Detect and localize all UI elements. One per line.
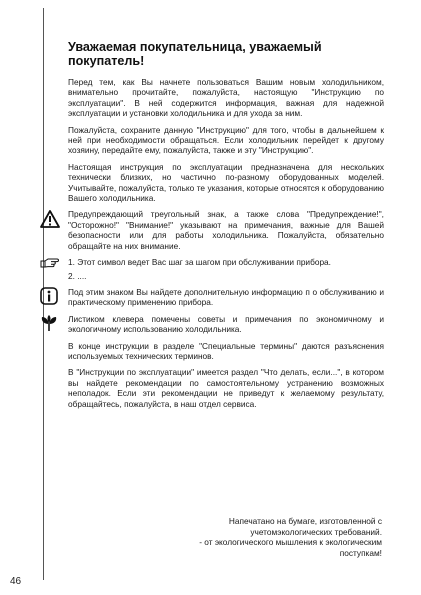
clover-leaf-icon: [40, 314, 58, 337]
clover-text: Листиком клевера помечены советы и примечания по экономичному и экологичному использованию холодильника.: [68, 313, 384, 335]
main-content: [68, 40, 384, 415]
info-block: [68, 287, 384, 308]
warning-text: Предупреждающий треугольный знак, а также слова "Предупреждение!", "Осторожно!" "Внимание!" указывают на примечания, важные для Вашей безопасности или для работы холодильника. Пожалуйста, обязательно обращайте на них внимание.: [68, 209, 384, 251]
footer-line: поступкам!: [339, 547, 382, 558]
info-icon: [40, 287, 58, 310]
step-2-text: 2. ....: [68, 270, 87, 281]
footer-line: - от экологического мышления к экологическим: [199, 537, 382, 548]
clover-block: [68, 314, 384, 335]
info-text: Под этим знаком Вы найдете дополнительную информацию п о обслуживанию и практическому применению прибора.: [68, 286, 384, 308]
warning-block: [68, 209, 384, 251]
pointing-hand-icon: [40, 256, 60, 274]
models-paragraph: Настоящая инструкция по эксплуатации предназначена для нескольких технически близких, но частично по-разному оборудованных моделей. Учитывайте, пожалуйста, только те указания, которые относятся к оборудованию Вашего холодильника.: [68, 161, 384, 204]
glossary-paragraph: В конце инструкции в разделе "Специальные термины" даются разъяснения используемых технических терминов.: [68, 340, 384, 361]
intro-paragraph: Перед тем, как Вы начнете пользоваться Вашим новым холодильником, внимательно прочитайте, пожалуйста, настоящую "Инструкцию по эксплуатации". В ней содержится информация, важная для надежной эксплуатации и установки холодильника и для ухода за ним.: [68, 77, 384, 119]
step-1-text: 1. Этот символ ведет Вас шаг за шагом при обслуживании прибора.: [68, 257, 331, 268]
title-line-2: покупатель!: [68, 54, 145, 68]
keep-manual-paragraph: Пожалуйста, сохраните данную "Инструкцию" для того, чтобы в дальнейшем к ней при необходимости обращаться. Если холодильник перейдет к другому хозяину, передайте ему, пожалуйста, также и эту "Инструкцию".: [68, 124, 384, 156]
page-number: 46: [10, 576, 22, 587]
footer-line: Напечатано на бумаге, изготовленной с: [228, 516, 382, 526]
eco-footer-note: [150, 516, 382, 558]
footer-line: учетомэкологических требований.: [250, 526, 382, 537]
title-line-1: Уважаемая покупательница, уважаемый: [68, 40, 322, 54]
page-title: [68, 40, 384, 68]
warning-triangle-icon: [40, 210, 60, 233]
troubleshoot-paragraph: В "Инструкции по эксплуатации" имеется раздел "Что делать, если...", в котором вы найдете рекомендации по самостоятельному устранению возможных неполадок. Если эти рекомендации не приведут к желаемому результату, обращайтесь, пожалуйста, в наш отдел сервиса.: [68, 367, 384, 409]
steps-block: [68, 257, 384, 281]
